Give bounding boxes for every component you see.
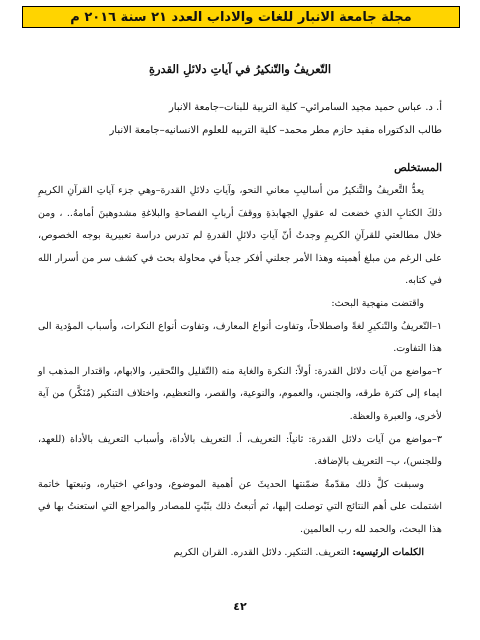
keywords-values: التعريف. التنكير. دلائل القدره. القران الكريم (173, 546, 350, 558)
abstract-heading: المستخلص (394, 162, 442, 174)
abstract-paragraph-intro: يعدُّ التَّعريفُ والتَّنكيرُ من أساليبِ معاني النحو، وآياتِ دلائلِ القدرة–وهي جزء آياتِ القرآنِ الكريمِ ذلكَ الكتابِ الذي خضعت له عقولِ الجهابذةِ ووقفَ أربابِ الفصاحةِ والبلاغةِ مشدوهينَ أمامهُ.. ، ومن خلال مطالعتي للقرآنِ الكريمِ وجدتُ أنّ آياتِ دلائلِ القدرةِ لم تدرس دراسة تعبيرية بوجه الخصوص، على الرغم من مبلغ أهميته وهذا الأمر جعلني أفكر جدياً في محاولة بحث في كشف سر من أسرار الله في كتابه. (38, 185, 442, 287)
abstract-paragraph-item-2: ٢–مواضع من آيات دلائل القدرة: أولاً: النكرة والغاية منه (التّقليل والتّحقير، والابهام، واقتدار المذهب او ايماء إلى كثرة طرقه، والجنس، والعموم، والنوعية، والقصر، والتعظيم، واختلاف التنكير (مُنَكَّر) من آية لأخرى، والعبرة والعظة. (38, 365, 442, 422)
author-line-1: أ. د. عباس حميد مجيد السامرائي– كلية التربية للبنات–جامعة الانبار (168, 102, 442, 113)
abstract-paragraph-item-1: ١–التّعريفُ والتّنكيرِ لغةً واصطلاحاً، وتفاوت أنواع المعارف، وتفاوت أنواع النكرات، وأسباب المؤدية الى هذا التفاوت. (38, 320, 442, 355)
abstract-paragraph-item-3: ٣–مواضع من آيات دلائل القدرة: ثانياً: التعريف، أ. التعريف بالأداة، وأسباب التعريف بالأداة (للعهد، وللجنس)، ب– التعريف بالإضافة. (38, 433, 442, 468)
abstract-paragraph-conclusion: وسبقت كلَّ ذلك مقدّمةٌ ضمّنتها الحديثَ عن أهمية الموضوع، ودواعي اختياره، وتبعتها خاتمة اشتملت على أهم النتائج التي توصلت إليها، ثم أتبعتُ ذلك بثَبْتٍ للمصادر والمراجع التي استعنتُ بها في هذا البحث، والحمد لله رب العالمين. (38, 478, 442, 535)
keywords-label: الكلمات الرئيسيه: (352, 546, 424, 558)
journal-header-band (22, 6, 460, 28)
paper-title: التّعريفُ والتّنكيرُ في آياتِ دلائلِ القدرةِ (148, 62, 332, 76)
abstract-paragraph-methodology: واقتضت منهجية البحث: (331, 297, 424, 309)
author-line-2: طالب الدكتوراه مفيد حازم مطر محمد– كلية التربيه للعلوم الانسانيه–جامعة الانبار (109, 125, 442, 136)
page-number: ٤٢ (233, 600, 247, 613)
abstract-body (38, 180, 442, 564)
keywords-line (38, 542, 442, 565)
journal-header-text: مجلة جامعة الانبار للغات والاداب العدد ٢١ سنة ٢٠١٦ م (70, 9, 412, 25)
